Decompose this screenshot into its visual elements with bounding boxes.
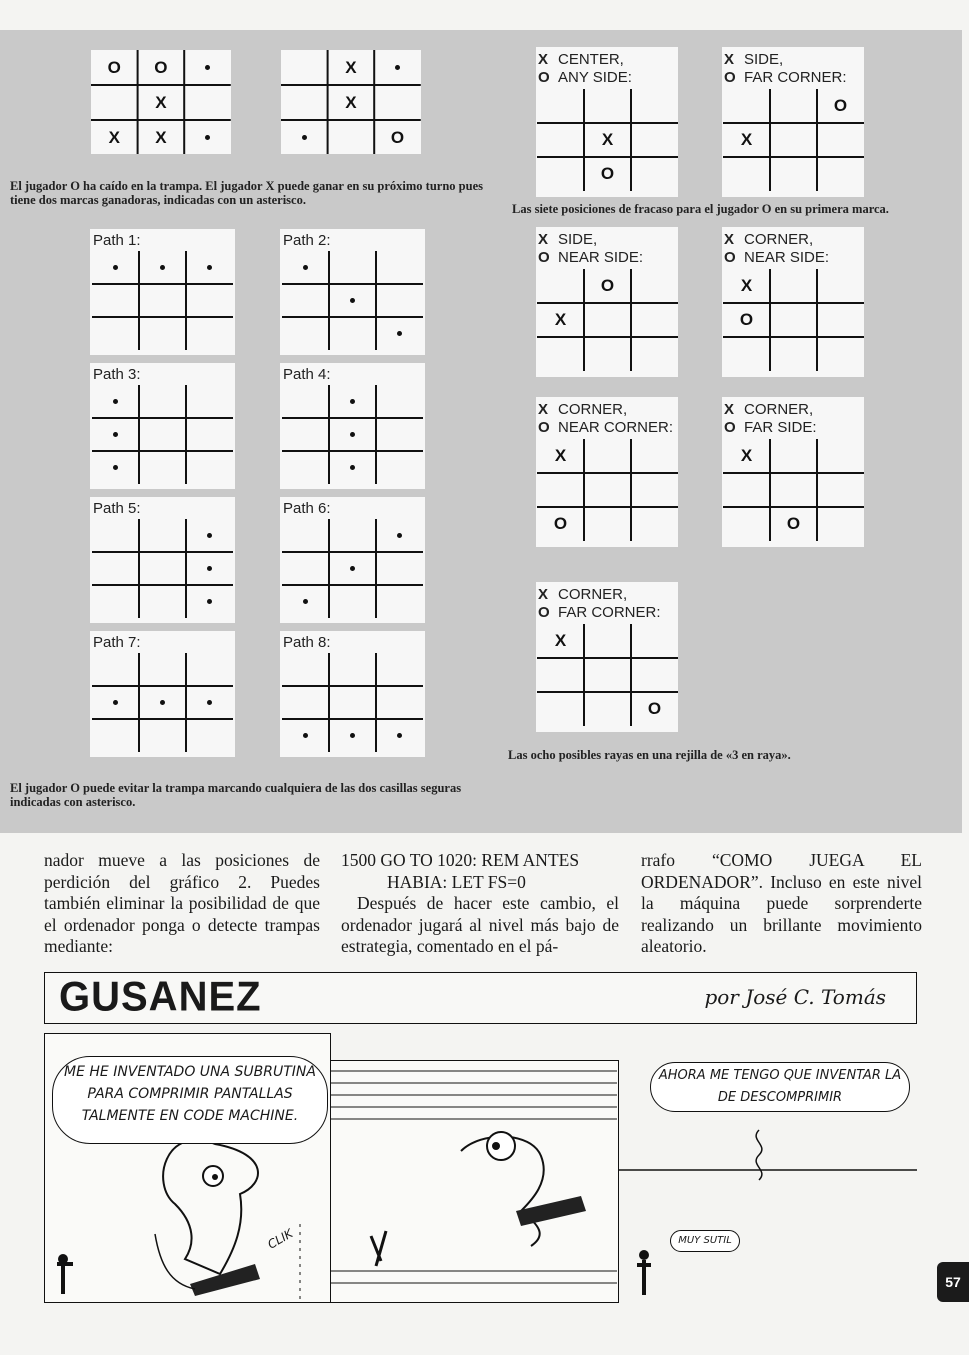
- x-key: X: [538, 231, 549, 248]
- o-mark: O: [600, 276, 615, 295]
- x-key: X: [724, 231, 735, 248]
- comic-title-bar: [44, 972, 917, 1024]
- path-board: [280, 363, 425, 489]
- failure-line-2: FAR CORNER:: [744, 69, 847, 86]
- speech-bubble-2: AHORA ME TENGO QUE INVENTAR LA DE DESCOMPRIMIR: [650, 1062, 910, 1112]
- failure-line-1: CORNER,: [744, 401, 814, 418]
- board-grid: [536, 227, 678, 377]
- asterisk-mark: [160, 700, 165, 705]
- asterisk-mark: [205, 65, 210, 70]
- comic-panel-2: [331, 1060, 619, 1303]
- page-number: 57: [937, 1262, 969, 1302]
- x-mark: X: [740, 446, 753, 465]
- board-grid: [90, 363, 235, 489]
- failure-board: [722, 397, 864, 547]
- path-board: [90, 229, 235, 355]
- x-key: X: [724, 401, 735, 418]
- board-grid: [90, 229, 235, 355]
- x-key: X: [538, 401, 549, 418]
- x-mark: X: [740, 276, 753, 295]
- x-mark: X: [554, 310, 567, 329]
- x-mark: X: [554, 446, 567, 465]
- asterisk-mark: [350, 566, 355, 571]
- column-2-text: Después de hacer este cambio, el ordenador jugará al nivel más bajo de estrategia, comentado en el pá-: [341, 893, 619, 956]
- path-label: Path 1:: [93, 232, 141, 249]
- asterisk-mark: [207, 599, 212, 604]
- comic-byline: por José C. Tomás: [704, 985, 886, 1009]
- x-mark: X: [554, 631, 567, 650]
- x-mark: X: [345, 57, 357, 77]
- o-key: O: [724, 249, 736, 266]
- asterisk-mark: [350, 465, 355, 470]
- failure-line-1: CENTER,: [558, 51, 624, 68]
- asterisk-mark: [397, 533, 402, 538]
- failure-board: [536, 227, 678, 377]
- path-label: Path 6:: [283, 500, 331, 517]
- asterisk-mark: [350, 432, 355, 437]
- trap-board: [281, 50, 421, 154]
- caption-avoid: El jugador O puede evitar la trampa marcando cualquiera de las dos casillas seguras indicadas con asterisco.: [10, 781, 462, 809]
- o-mark: O: [107, 57, 121, 77]
- o-mark: O: [647, 699, 662, 718]
- asterisk-mark: [113, 399, 118, 404]
- failure-line-2: NEAR SIDE:: [558, 249, 644, 266]
- o-mark: O: [553, 514, 568, 533]
- asterisk-mark: [207, 533, 212, 538]
- board-grid: [722, 47, 864, 197]
- failure-line-1: SIDE,: [744, 51, 784, 68]
- path-board: [90, 631, 235, 757]
- o-key: O: [538, 249, 550, 266]
- caption-lines: Las ocho posibles rayas en una rejilla de «3 en raya».: [508, 748, 791, 762]
- code-line-a: 1500 GO TO 1020: REM ANTES: [341, 850, 580, 870]
- x-mark: X: [740, 130, 753, 149]
- comic-title: GUSANEZ: [59, 973, 262, 1021]
- o-mark: O: [154, 57, 168, 77]
- path-board: [280, 497, 425, 623]
- board-grid: [280, 363, 425, 489]
- code-line-b: HABIA: LET FS=0: [387, 871, 526, 892]
- asterisk-mark: [303, 733, 308, 738]
- path-label: Path 7:: [93, 634, 141, 651]
- path-board: [90, 363, 235, 489]
- failure-board: [722, 227, 864, 377]
- comic-sfx: CLIK: [265, 1226, 296, 1252]
- failure-board: [536, 582, 678, 732]
- caption-failures: Las siete posiciones de fracaso para el jugador O en su primera marca.: [512, 202, 889, 216]
- text-column-2: [341, 850, 619, 958]
- asterisk-mark: [113, 432, 118, 437]
- asterisk-mark: [113, 700, 118, 705]
- o-key: O: [538, 419, 550, 436]
- o-mark: O: [739, 310, 754, 329]
- speech-bubble-1: ME HE INVENTADO UNA SUBRUTINA PARA COMPRIMIR PANTALLAS TALMENTE EN CODE MACHINE.: [52, 1056, 328, 1144]
- asterisk-mark: [350, 298, 355, 303]
- o-key: O: [538, 69, 550, 86]
- x-mark: X: [108, 127, 120, 147]
- board-grid: [280, 631, 425, 757]
- comic-drawing-2: [331, 1061, 617, 1302]
- asterisk-mark: [205, 135, 210, 140]
- x-key: X: [538, 586, 549, 603]
- text-column-1: [44, 850, 320, 958]
- asterisk-mark: [350, 733, 355, 738]
- o-mark: O: [390, 127, 405, 147]
- path-board: [280, 631, 425, 757]
- failure-line-2: NEAR SIDE:: [744, 249, 830, 266]
- o-mark: O: [786, 514, 801, 533]
- path-label: Path 5:: [93, 500, 141, 517]
- asterisk-mark: [397, 331, 402, 336]
- asterisk-mark: [303, 265, 308, 270]
- failure-line-2: FAR CORNER:: [558, 604, 661, 621]
- path-board: [90, 497, 235, 623]
- path-label: Path 2:: [283, 232, 331, 249]
- asterisk-mark: [350, 399, 355, 404]
- x-mark: X: [601, 130, 614, 149]
- asterisk-mark: [395, 65, 400, 70]
- asterisk-mark: [303, 599, 308, 604]
- failure-line-2: ANY SIDE:: [558, 69, 632, 86]
- asterisk-mark: [207, 566, 212, 571]
- asterisk-mark: [207, 265, 212, 270]
- speech-bubble-3: MUY SUTIL: [670, 1230, 740, 1252]
- failure-line-1: SIDE,: [558, 231, 598, 248]
- o-key: O: [724, 69, 736, 86]
- asterisk-mark: [207, 700, 212, 705]
- x-key: X: [724, 51, 735, 68]
- board-grid: [280, 229, 425, 355]
- o-mark: O: [600, 164, 615, 183]
- text-column-3: [641, 850, 922, 958]
- asterisk-mark: [113, 265, 118, 270]
- failure-line-2: FAR SIDE:: [744, 419, 817, 436]
- x-mark: X: [345, 92, 357, 112]
- path-label: Path 8:: [283, 634, 331, 651]
- path-board: [280, 229, 425, 355]
- column-3-text: rrafo “COMO JUEGA EL ORDENADOR”. Incluso en este nivel la máquina puede sorprenderte realizando un brillante movimiento aleatorio.: [641, 850, 922, 956]
- failure-board: [722, 47, 864, 197]
- failure-line-2: NEAR CORNER:: [558, 419, 674, 436]
- path-label: Path 4:: [283, 366, 331, 383]
- x-mark: X: [155, 92, 167, 112]
- asterisk-mark: [302, 135, 307, 140]
- board-grid: [90, 631, 235, 757]
- x-key: X: [538, 51, 549, 68]
- board-grid: [722, 227, 864, 377]
- path-label: Path 3:: [93, 366, 141, 383]
- failure-line-1: CORNER,: [744, 231, 814, 248]
- asterisk-mark: [113, 465, 118, 470]
- failure-board: [536, 397, 678, 547]
- asterisk-mark: [397, 733, 402, 738]
- failure-board: [536, 47, 678, 197]
- trap-board: [91, 50, 231, 154]
- o-key: O: [724, 419, 736, 436]
- board-grid: [280, 497, 425, 623]
- asterisk-mark: [160, 265, 165, 270]
- o-mark: O: [833, 96, 848, 115]
- board-grid: [90, 497, 235, 623]
- failure-line-1: CORNER,: [558, 586, 628, 603]
- o-key: O: [538, 604, 550, 621]
- x-mark: X: [155, 127, 167, 147]
- caption-trap: El jugador O ha caído en la trampa. El jugador X puede ganar en su próximo turno pues tiene dos marcas ganadoras, indicadas con un asterisco.: [10, 179, 483, 207]
- failure-line-1: CORNER,: [558, 401, 628, 418]
- column-1-text: nador mueve a las posiciones de perdición del gráfico 2. Puedes también eliminar la posibilidad de que el ordenador ponga o detecte trampas mediante:: [44, 850, 320, 956]
